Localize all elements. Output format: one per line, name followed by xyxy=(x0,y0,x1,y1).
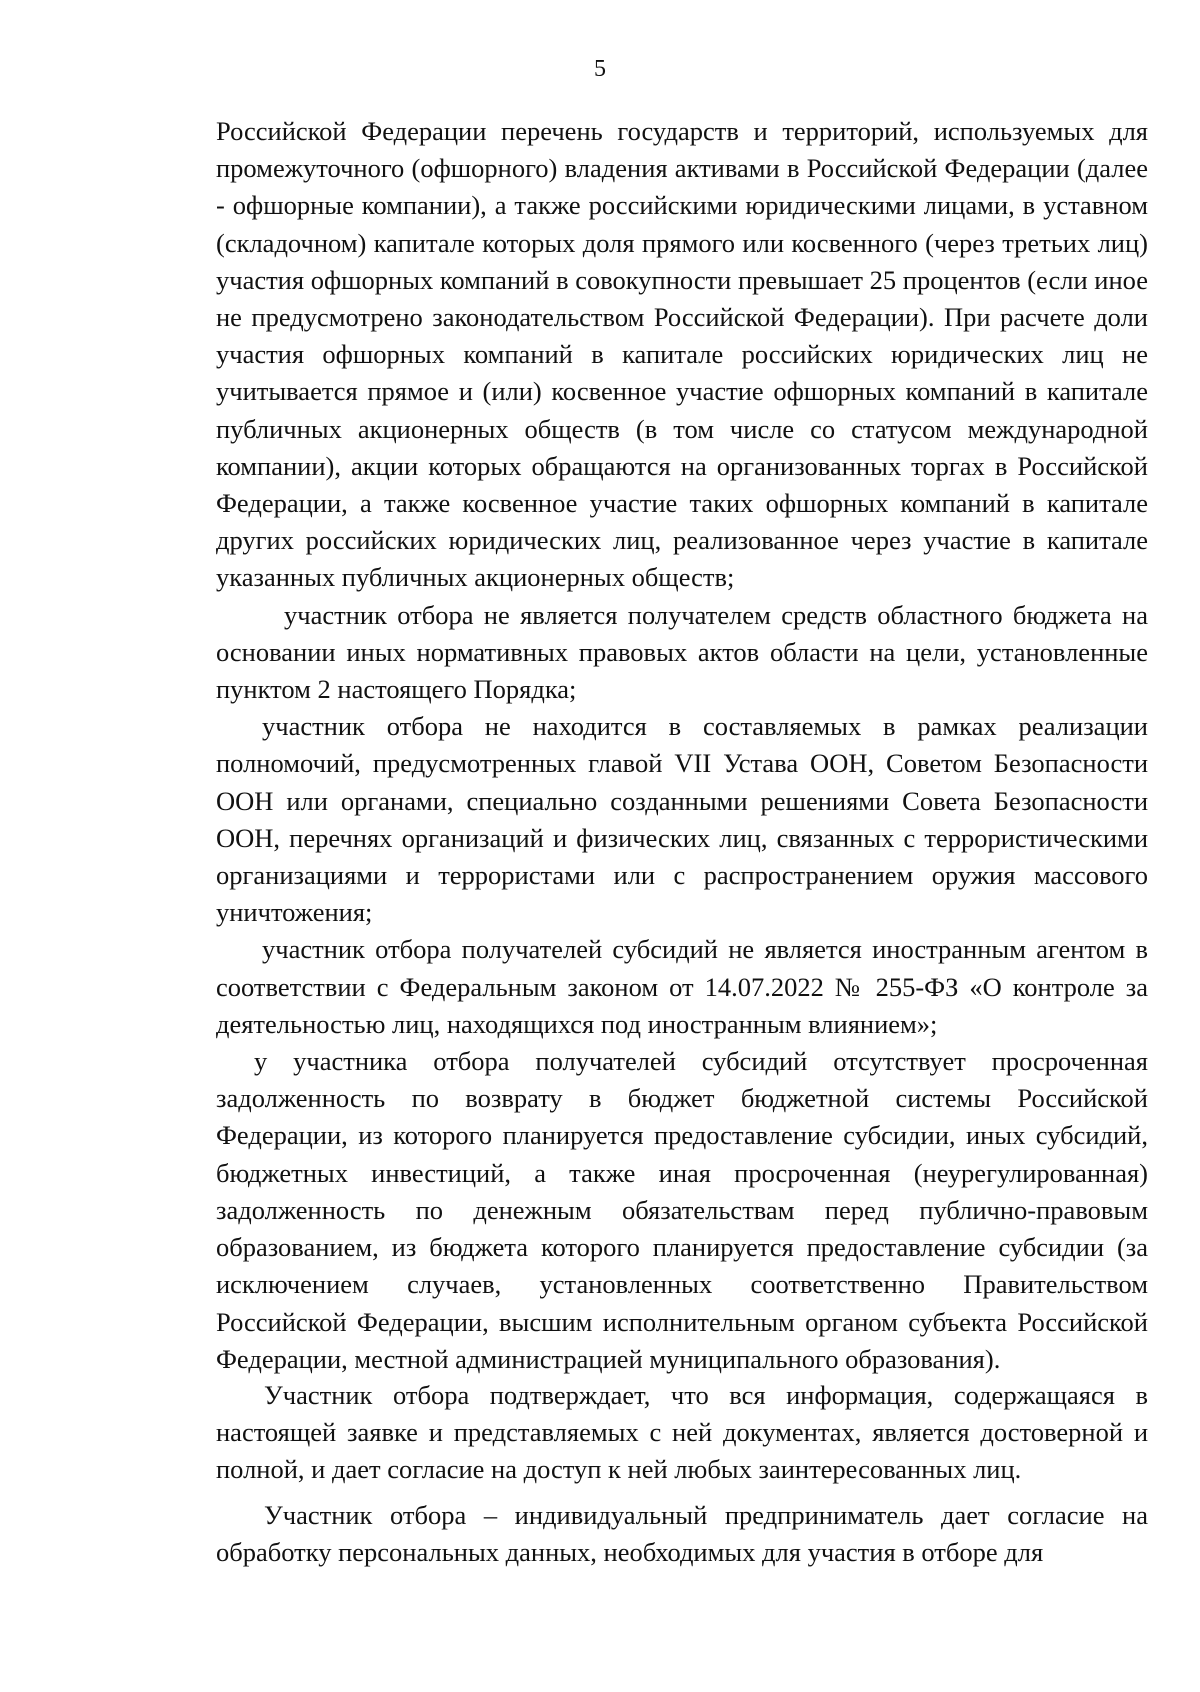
paragraph-offshore-companies: Российской Федерации перечень государств и территорий, используемых для промежуточного (офшорного) владения активами в Российской Федерации (далее - офшорные компании), а также российскими юридическими лицами, в уставном (складочном) капитале которых доля прямого или косвенного (через третьих лиц) участия офшорных компаний в совокупности превышает 25 процентов (если иное не предусмотрено законодательством Российской Федерации). При расчете доли участия офшорных компаний в капитале российских юридических лиц не учитывается прямое и (или) косвенное участие офшорных компаний в капитале публичных акционерных обществ (в том числе со статусом международной компании), акции которых обращаются на организованных торгах в Российской Федерации, а также косвенное участие таких офшорных компаний в капитале других российских юридических лиц, реализованное через участие в капитале указанных публичных акционерных обществ; xyxy=(216,116,1148,593)
paragraph-not-foreign-agent: участник отбора получателей субсидий не является иностранным агентом в соответствии с Федеральным законом от 14.07.2022 № 255-ФЗ «О контроле за деятельностью лиц, находящихся под иностранным влиянием»; xyxy=(216,934,1148,1039)
confirmation-text-block xyxy=(216,1377,1148,1571)
page-number: 5 xyxy=(594,56,606,82)
paragraph-personal-data-consent: Участник отбора – индивидуальный предприниматель дает согласие на обработку персональных данных, необходимых для участия в отборе для xyxy=(216,1499,1148,1567)
paragraph-not-budget-recipient: участник отбора не является получателем средств областного бюджета на основании иных нормативных правовых актов области на цели, установленные пунктом 2 настоящего Порядка; xyxy=(216,599,1148,705)
paragraph-information-confirmation: Участник отбора подтверждает, что вся информация, содержащаяся в настоящей заявке и представляемых с ней документах, является достоверной и полной, и дает согласие на доступ к ней любых заинтересованных лиц. xyxy=(216,1380,1148,1485)
main-text-block xyxy=(216,113,1148,1378)
paragraph-not-in-terrorist-lists: участник отбора не находится в составляемых в рамках реализации полномочий, предусмотренных главой VII Устава ООН, Советом Безопасности ООН или органами, специально созданными решениями Совета Безопасности ООН, перечнях организаций и физических лиц, связанных с террористическими организациями и террористами или с распространением оружия массового уничтожения; xyxy=(216,711,1148,928)
paragraph-no-overdue-debt: у участника отбора получателей субсидий отсутствует просроченная задолженность по возврату в бюджет бюджетной системы Российской Федерации, из которого планируется предоставление субсидии, иных субсидий, бюджетных инвестиций, а также иная просроченная (неурегулированная) задолженность по денежным обязательствам перед публично-правовым образованием, из бюджета которого планируется предоставление субсидии (за исключением случаев, установленных соответственно Правительством Российской Федерации, высшим исполнительным органом субъекта Российской Федерации, местной администрацией муниципального образования). xyxy=(216,1046,1148,1374)
